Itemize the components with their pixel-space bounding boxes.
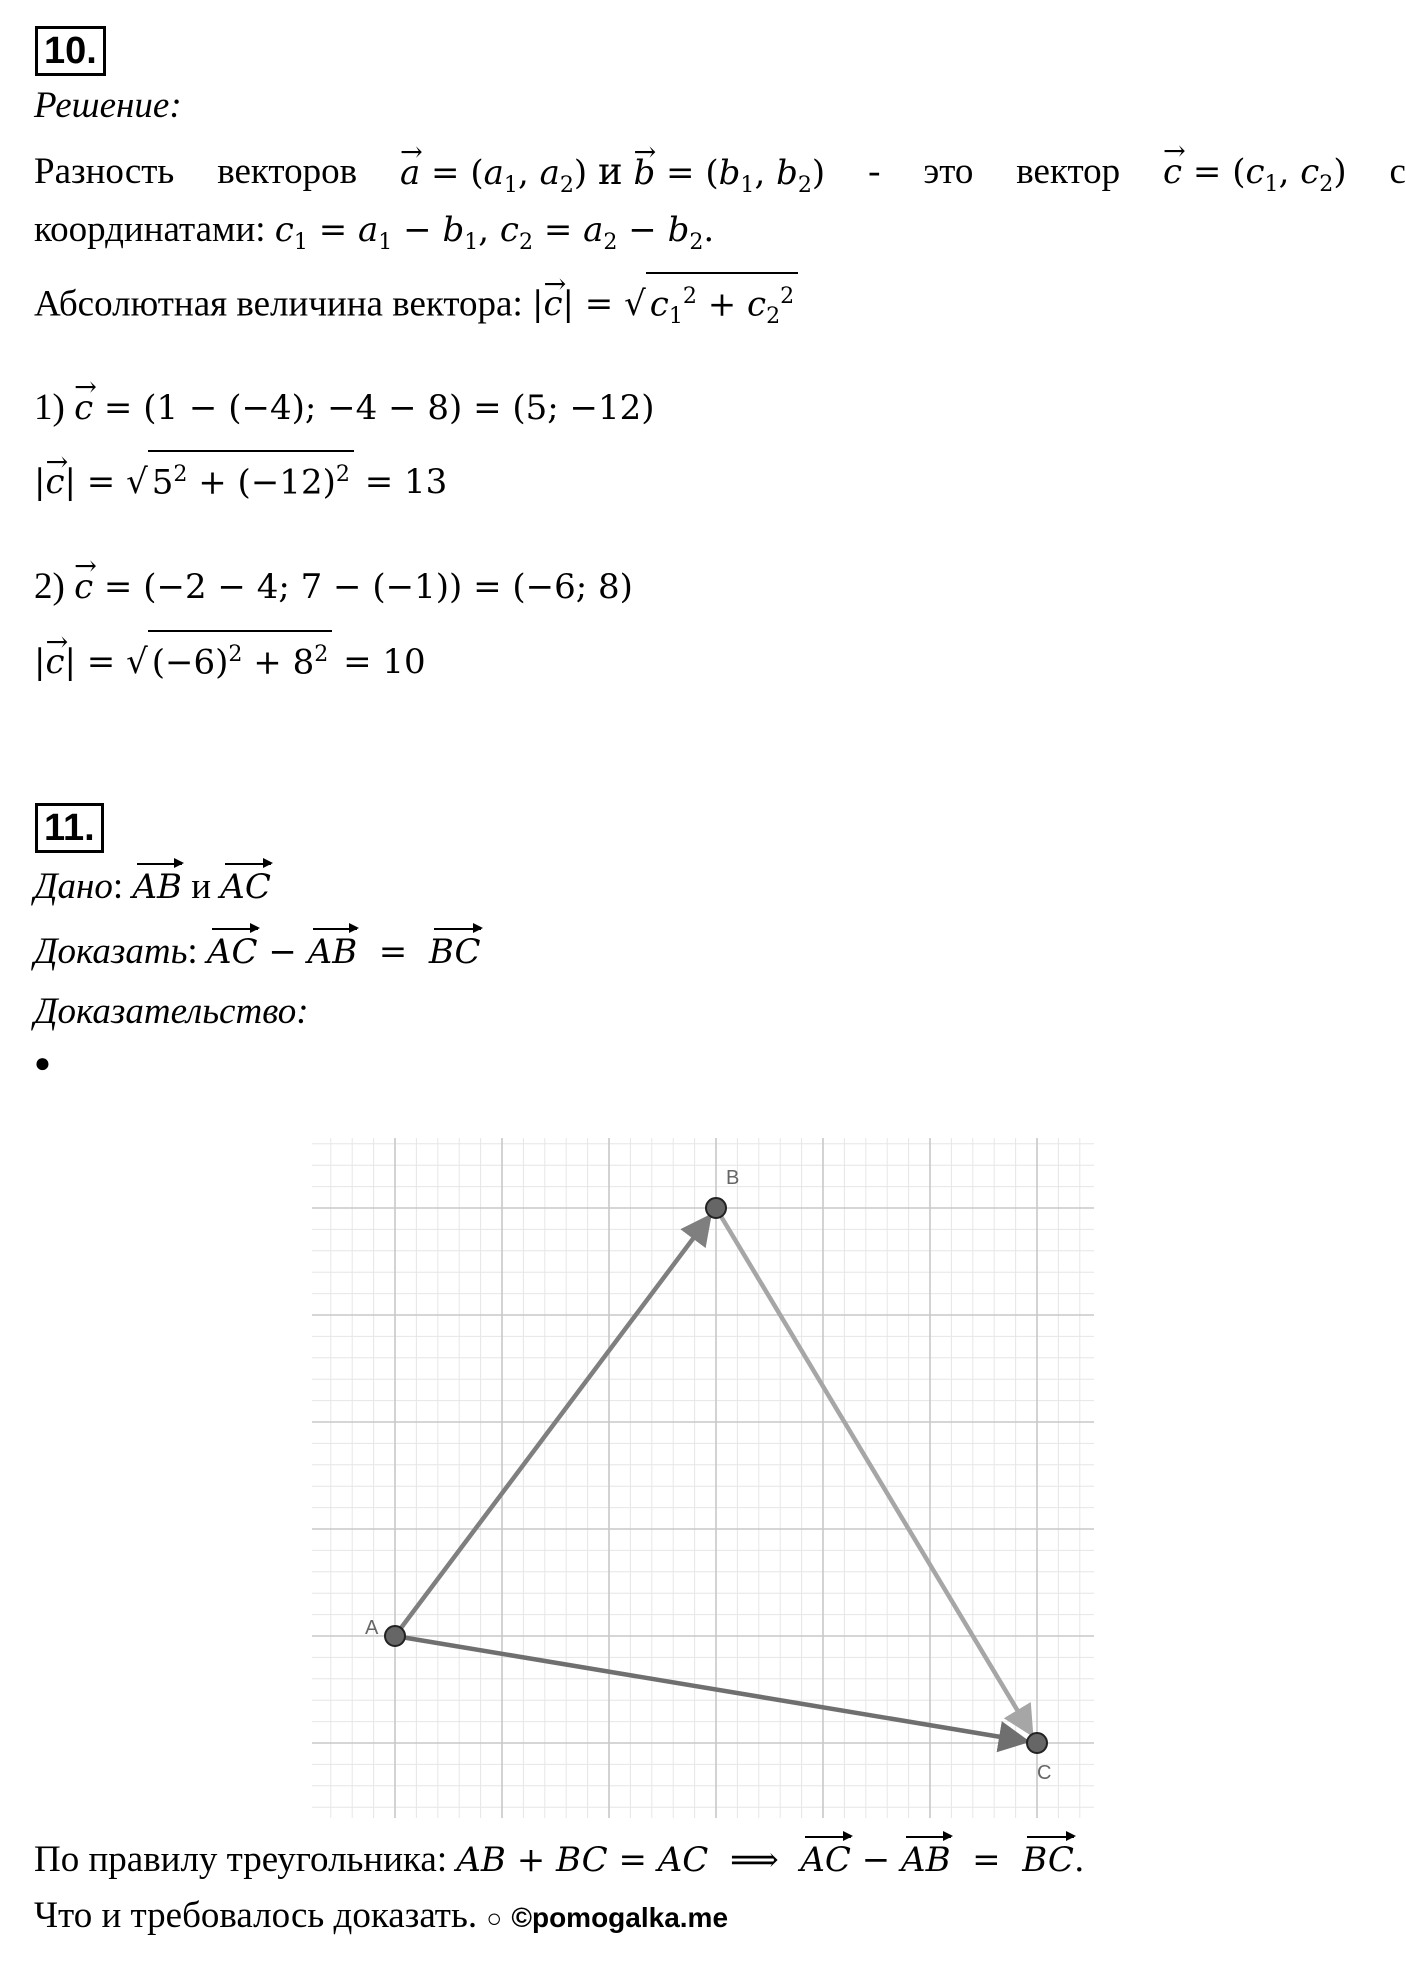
point-b [706,1198,726,1218]
point-c [1027,1733,1047,1753]
prove-label: Доказать [34,931,188,972]
item-1-mod-result: = 13 [353,462,448,503]
points [365,1167,1051,1784]
implies-symbol: ⟹ [729,1840,779,1880]
item-2-vector: 2) c → = (−2 − 4; 7 − (−1)) = (−6; 8) [34,565,633,609]
item-2-label: 2) [34,566,65,607]
point-label-a: A [365,1617,379,1639]
vector-c-def: c → = ($c_1$, $c_2$) [1163,150,1347,207]
word-raznost: Разность [34,151,175,192]
given-line: Дано: AB и AC [34,866,271,907]
bullet: ● [34,1048,51,1079]
item-1-equation: = (1 − (−4); −4 − 8) = (5; −12) [93,388,655,428]
point-a [385,1626,405,1646]
proof-label: Доказательство [34,991,297,1032]
word-eto: это [923,151,974,192]
difference-definition-line2 [34,208,714,264]
item-1-label: 1) [34,387,65,428]
word-s: с [1389,151,1406,192]
end-mark: ○ [486,1904,503,1933]
point-label-b: B [726,1167,740,1189]
triangle-figure [312,1138,1094,1818]
rule-text: По правилу треугольника: [34,1839,448,1880]
conclusion-text: Что и требовалось доказать. [34,1895,478,1936]
vector-bc [716,1208,1032,1734]
item-1-modulus: |c →| = √ $5^2 + (-12)^2 = 13$ [34,450,447,504]
prove-line: Доказать: AC − AB = BC [34,931,481,972]
abs-formula: |c →| = √ $c_1^2 + c_2^2$ [532,284,798,324]
item-2-equation: = (−2 − 4; 7 − (−1)) = (−6; 8) [93,567,633,607]
abs-label: Абсолютная величина вектора: [34,283,523,325]
triangle-rule-line: По правилу треугольника: AB + BC = AC ⟹ AC − AB = BC. [34,1839,1085,1880]
item-2-mod-result: = 10 [332,642,426,683]
vector-ab [395,1216,710,1636]
proof-line: Доказательство: [34,991,309,1032]
absolute-value-line [34,272,798,338]
vector-a-def: a → = ($a_1$, $a_2$) и b → = ($b_1$, $b_2$) [400,150,825,207]
grid [312,1138,1094,1818]
dash: - [868,151,881,192]
copyright-watermark: ©pomogalka.me [511,1902,729,1933]
solution-label-text: Решение [34,85,170,126]
conclusion-line [34,1894,728,1941]
given-and: и [191,866,212,907]
word-koordinatami: координатами: [34,209,266,250]
word-vektor: вектор [1016,151,1121,192]
coordinate-formula: $c_1 = a_1 - b_1$, $c_2 = a_2 - b_2$. [274,210,715,255]
vector-ac [395,1636,1027,1741]
difference-definition-line1 [34,150,1406,207]
problem-10-number: 10. [35,26,106,76]
word-and: и [598,150,623,193]
point-label-c: C [1037,1762,1052,1784]
item-2-modulus: |c →| = √ $(-6)^2 + 8^2 = 10$ [34,630,426,684]
given-label: Дано [34,866,113,907]
item-1-vector: 1) c → = (1 − (−4); −4 − 8) = (5; −12) [34,386,655,430]
vectors [395,1208,1032,1741]
problem-11-number: 11. [35,803,104,853]
rule-equation: AB + BC = AC [456,1840,709,1880]
word-vektorov: векторов [217,151,358,192]
solution-label: Решение: [34,85,182,126]
